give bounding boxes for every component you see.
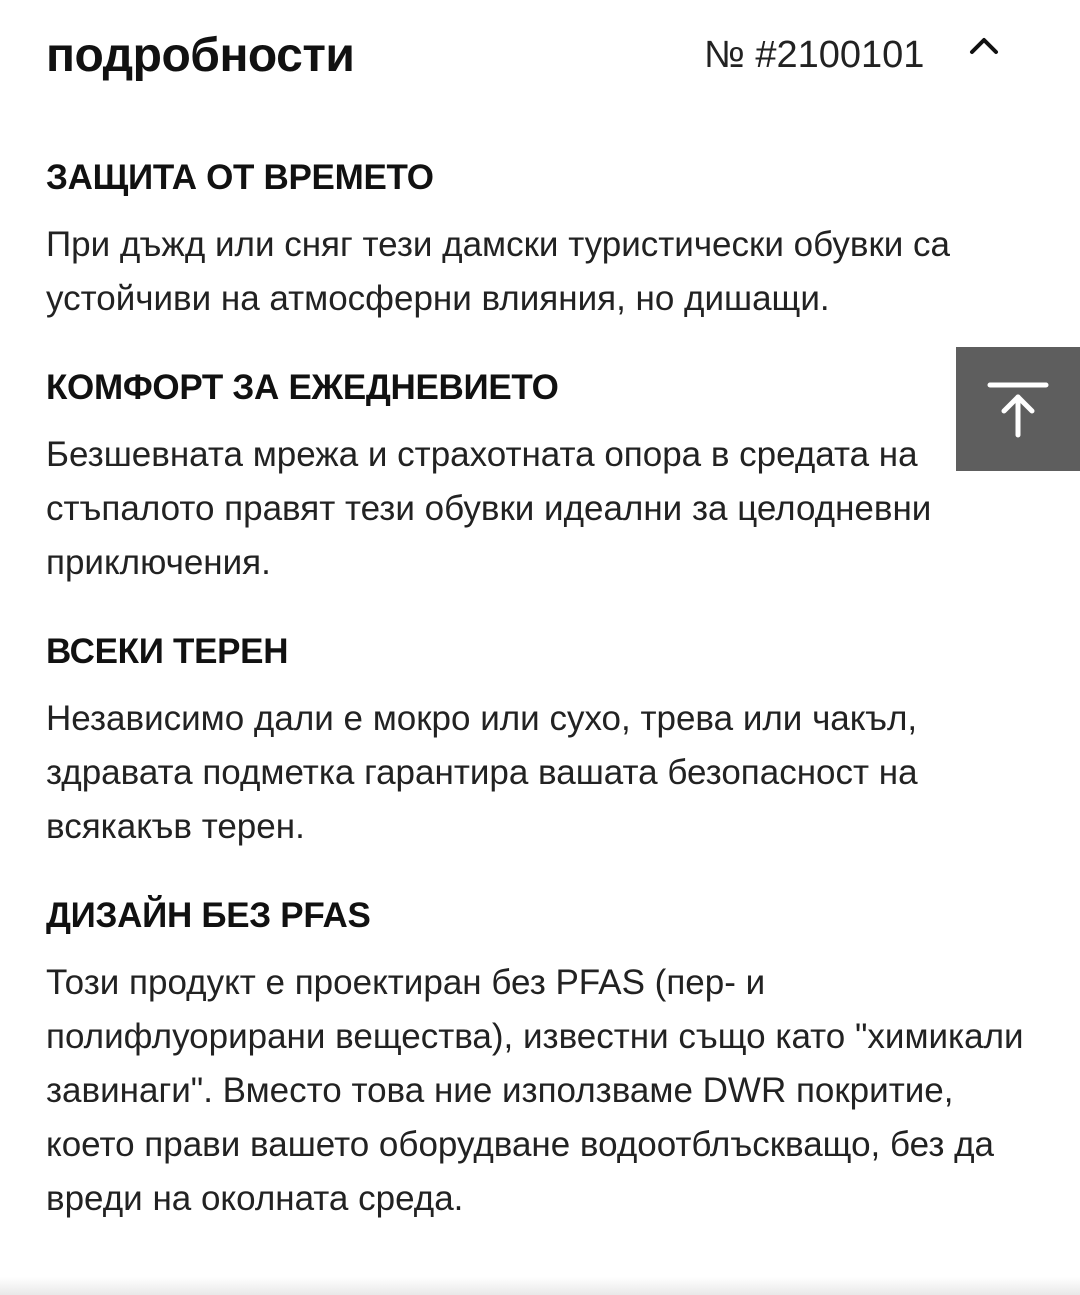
section-everyday-comfort	[46, 360, 1046, 590]
section-weather-protection	[46, 150, 1046, 326]
bottom-fade	[0, 1277, 1080, 1295]
section-heading: ДИЗАЙН БЕЗ PFAS	[46, 896, 371, 935]
section-heading: КОМФОРТ ЗА ЕЖЕДНЕВИЕТО	[46, 368, 559, 407]
details-content	[46, 150, 1046, 1260]
scroll-to-top-button[interactable]	[956, 347, 1080, 471]
section-text: Безшевната мрежа и страхотната опора в средата на стъпалото правят тези обувки идеални за целодневни приключения.	[46, 435, 932, 582]
page-title: подробности	[46, 29, 355, 82]
section-heading: ЗАЩИТА ОТ ВРЕМЕТО	[46, 158, 434, 197]
collapse-toggle-button[interactable]	[964, 26, 1004, 66]
section-any-terrain	[46, 624, 1046, 854]
section-text: Този продукт е проектиран без PFAS (пер- и полифлуорирани вещества), известни също като "химикали завинаги". Вместо това ние използваме DWR покритие, което прави вашето оборудване водоотблъскващо, без да вреди на околната среда.	[46, 963, 1024, 1218]
section-text: При дъжд или сняг тези дамски туристически обувки са устойчиви на атмосферни влияния, но дишащи.	[46, 225, 951, 318]
section-pfas-free	[46, 888, 1046, 1226]
article-number: № #2100101	[704, 34, 925, 76]
chevron-up-icon	[964, 26, 1004, 66]
section-text: Независимо дали е мокро или сухо, трева или чакъл, здравата подметка гарантира вашата безопасност на всякакъв терен.	[46, 699, 918, 846]
section-heading: ВСЕКИ ТЕРЕН	[46, 632, 289, 671]
details-header[interactable]	[46, 22, 1026, 92]
arrow-to-top-icon	[956, 347, 1080, 471]
